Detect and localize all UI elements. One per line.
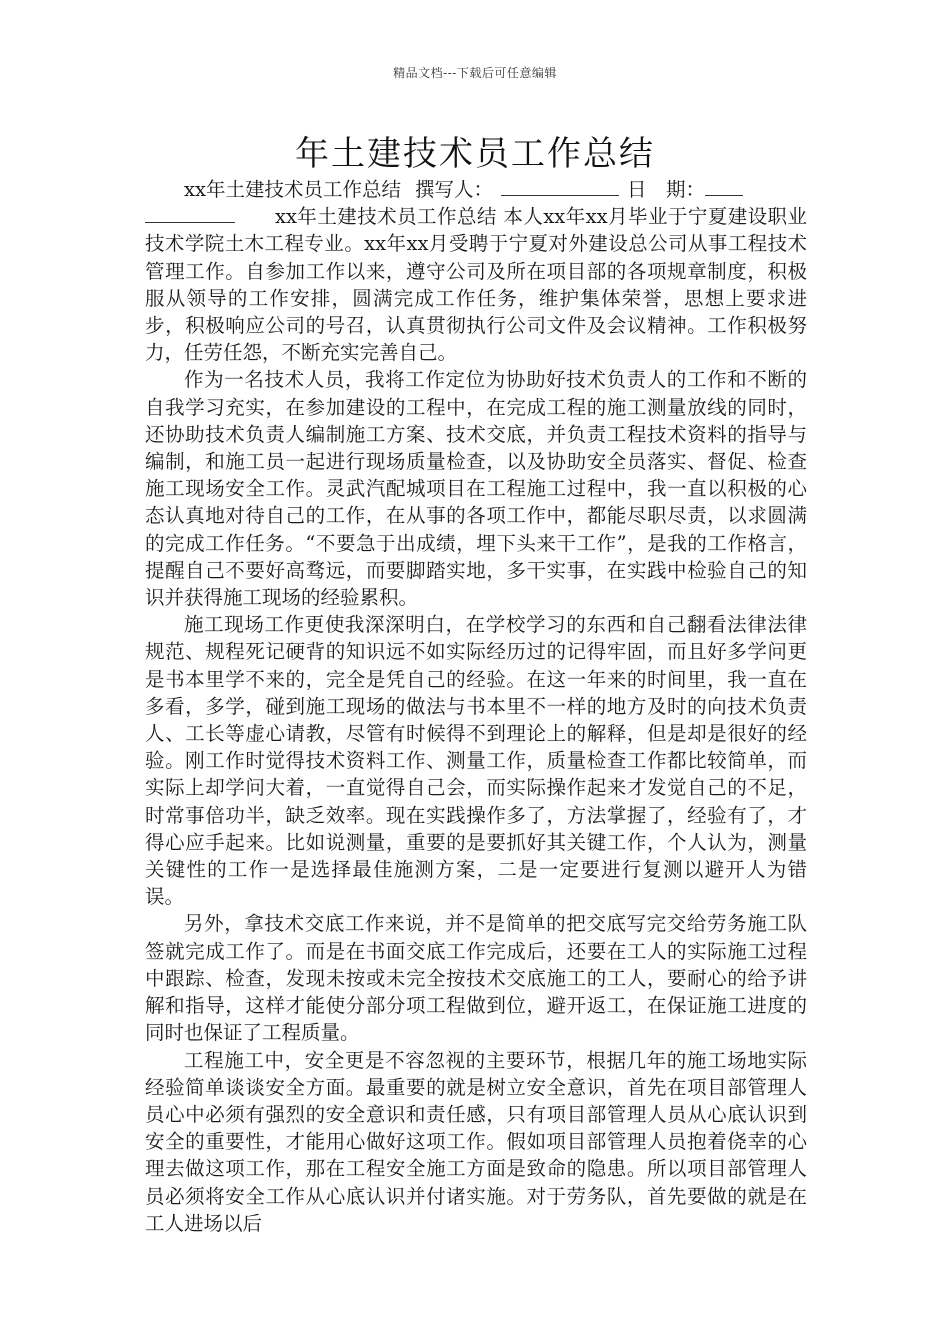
date-label: 日 期： bbox=[627, 178, 706, 201]
date-blank-continued bbox=[145, 204, 235, 223]
date-blank bbox=[705, 177, 743, 196]
intro-paragraph: xx年土建技术员工作总结 本人xx年xx月毕业于宁夏建设职业技术学院土木工程专业。xx年xx月受聘于宁夏对外建设总公司从事工程技术管理工作。自参加工作以来，遵守公司及所在项目部的各项规章制度，积极服从领导的工作安排，圆满完成工作任务，维护集体荣誉，思想上要求进步，积极响应公司的号召，认真贯彻执行公司文件及会议精神。工作积极努力，任劳任怨，不断充实完善自己。 bbox=[145, 205, 807, 365]
meta-doc-name: xx年土建技术员工作总结 bbox=[184, 178, 401, 201]
document-title: 年土建技术员工作总结 bbox=[295, 134, 655, 174]
paragraph: 另外，拿技术交底工作来说，并不是简单的把交底写完交给劳务施工队签就完成工作了。而是在书面交底工作完成后，还要在工人的实际施工过程中跟踪、检查，发现未按或未完全按技术交底施工的工人，要耐心的给予讲解和指导，这样才能使分部分项工程做到位，避开返工，在保证施工进度的同时也保证了工程质量。 bbox=[145, 912, 807, 1045]
meta-line bbox=[145, 176, 807, 366]
paragraph: 施工现场工作更使我深深明白，在学校学习的东西和自己翻看法律法律规范、规程死记硬背的知识远不如实际经历过的记得牢固，而且好多学问更是书本里学不来的，完全是凭自己的经验。在这一年来的时间里，我一直在多看，多学，碰到施工现场的做法与书本里不一样的地方及时的向技术负责人、工长等虚心请教，尽管有时候得不到理论上的解释，但是却是很好的经验。刚工作时觉得技术资料工作、测量工作，质量检查工作都比较简单，而实际上却学问大着，一直觉得自己会，而实际操作起来才发觉自己的不足，时常事倍功半，缺乏效率。现在实践操作多了，方法掌握了，经验有了，才得心应手起来。比如说测量，重要的是要抓好其关键工作，个人认为，测量关键性的工作一是选择最佳施测方案，二是一定要进行复测以避开人为错误。 bbox=[145, 613, 807, 909]
paragraph: 工程施工中，安全更是不容忽视的主要环节，根据几年的施工场地实际经验简单谈谈安全方面。最重要的就是树立安全意识，首先在项目部管理人员心中必须有强烈的安全意识和责任感，只有项目部管理人员从心底认识到安全的重要性，才能用心做好这项工作。假如项目部管理人员抱着侥幸的心理去做这项工作，那在工程安全施工方面是致命的隐患。所以项目部管理人员必须将安全工作从心底认识并付诸实施。对于劳务队，首先要做的就是在工人进场以后 bbox=[145, 1048, 807, 1235]
paragraph: 作为一名技术人员，我将工作定位为协助好技术负责人的工作和不断的自我学习充实，在参加建设的工程中，在完成工程的施工测量放线的同时，还协助技术负责人编制施工方案、技术交底，并负责工程技术资料的指导与编制，和施工员一起进行现场质量检查，以及协助安全员落实、督促、检查施工现场安全工作。灵武汽配城项目在工程施工过程中，我一直以积极的心态认真地对待自己的工作，在从事的各项工作中，都能尽职尽责，以求圆满的完成工作任务。“不要急于出成绩，埋下头来干工作”，是我的工作格言，提醒自己不要好高骛远，而要脚踏实地，多干实事，在实践中检验自己的知识并获得施工现场的经验累积。 bbox=[145, 368, 807, 610]
writer-label: 撰写人： bbox=[415, 178, 494, 201]
header-note: 精品文档---下载后可任意编辑 bbox=[393, 66, 557, 80]
document-body bbox=[145, 176, 807, 1237]
writer-blank bbox=[501, 177, 619, 196]
